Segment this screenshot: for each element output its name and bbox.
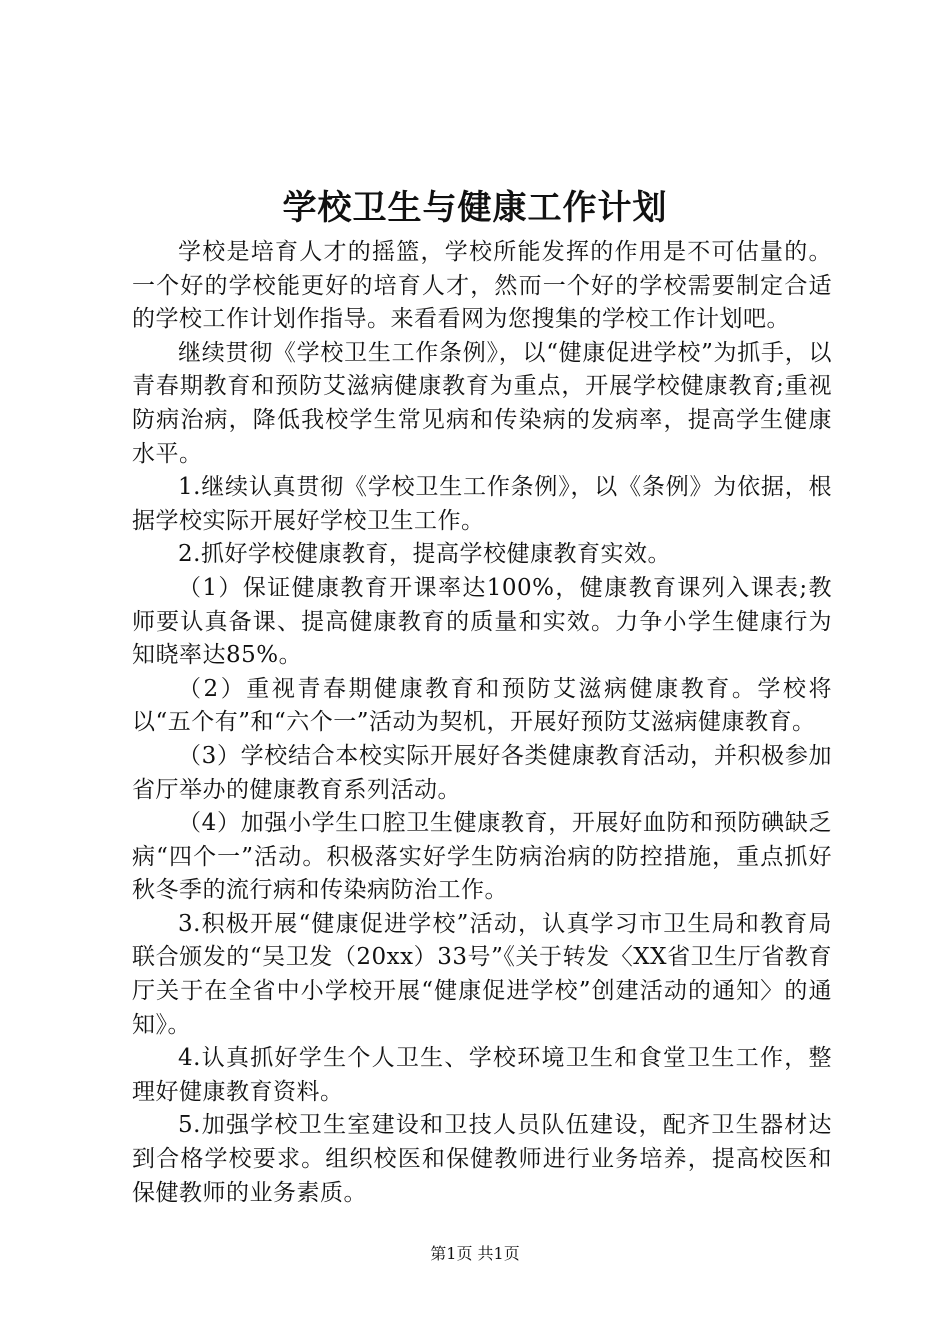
paragraph-item-2: 2.抓好学校健康教育，提高学校健康教育实效。 xyxy=(178,541,671,568)
paragraph-item-3: 3.积极开展“健康促进学校”活动，认真学习市卫生局和教育局联合颁发的“吴卫发（20xx）33号”《关于转发〈XX省卫生厅省教育厅关于在全省中小学校开展“健康促进学校”创建活动的通知〉的通知》。 xyxy=(132,910,832,1038)
document-title: 学校卫生与健康工作计划 xyxy=(282,188,668,228)
page-footer: 第1页 共1页 xyxy=(430,1244,520,1263)
paragraph-item-1: 1.继续认真贯彻《学校卫生工作条例》，以《条例》为依据，根据学校实际开展好学校卫生工作。 xyxy=(132,474,832,534)
paragraph-subitem-4: （4）加强小学生口腔卫生健康教育，开展好血防和预防碘缺乏病“四个一”活动。积极落实好学生防病治病的防控措施，重点抓好秋冬季的流行病和传染病防治工作。 xyxy=(132,810,832,904)
document-body xyxy=(132,236,832,1210)
paragraph-item-5: 5.加强学校卫生室建设和卫技人员队伍建设，配齐卫生器材达到合格学校要求。组织校医和保健教师进行业务培养，提高校医和保健教师的业务素质。 xyxy=(132,1112,832,1206)
paragraph-item-4: 4.认真抓好学生个人卫生、学校环境卫生和食堂卫生工作，整理好健康教育资料。 xyxy=(132,1045,832,1105)
paragraph-subitem-1: （1）保证健康教育开课率达100%，健康教育课列入课表;教师要认真备课、提高健康教育的质量和实效。力争小学生健康行为知晓率达85%。 xyxy=(132,574,832,669)
paragraph-subitem-3: （3）学校结合本校实际开展好各类健康教育活动，并积极参加省厅举办的健康教育系列活动。 xyxy=(132,742,832,803)
paragraph-intro: 学校是培育人才的摇篮，学校所能发挥的作用是不可估量的。一个好的学校能更好的培育人才，然而一个好的学校需要制定合适的学校工作计划作指导。来看看网为您搜集的学校工作计划吧。 xyxy=(132,239,832,333)
paragraph-subitem-2: （2）重视青春期健康教育和预防艾滋病健康教育。学校将以“五个有”和“六个一”活动为契机，开展好预防艾滋病健康教育。 xyxy=(132,675,832,736)
paragraph-overview: 继续贯彻《学校卫生工作条例》，以“健康促进学校”为抓手，以青春期教育和预防艾滋病健康教育为重点，开展学校健康教育;重视防病治病，降低我校学生常见病和传染病的发病率，提高学生健康水平。 xyxy=(132,339,832,467)
